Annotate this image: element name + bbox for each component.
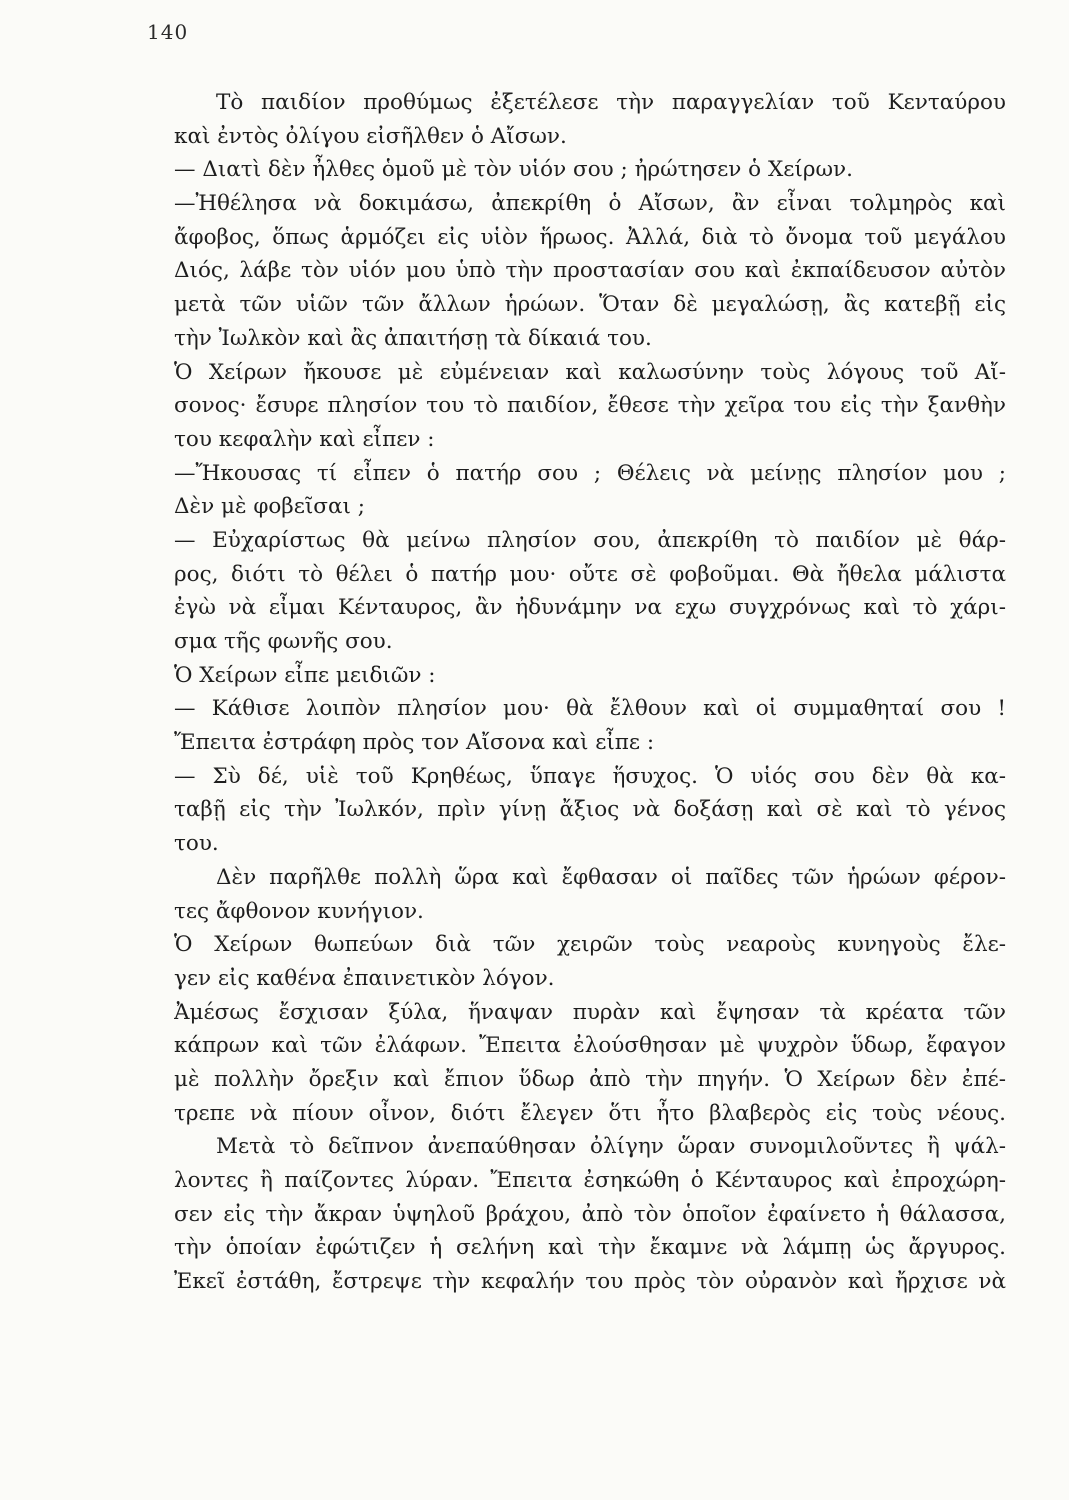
text-line: Τὸ παιδίον προθύμως ἐξετέλεσε τὴν παραγγελίαν τοῦ Κενταύρου xyxy=(216,90,1006,115)
text-line: Ὁ Χείρων θωπεύων διὰ τῶν χειρῶν τοὺς νεαροὺς κυνηγοὺς ἔλε- xyxy=(174,932,1006,958)
text-line: τὴν Ἰωλκὸν καὶ ἂς ἀπαιτήσῃ τὰ δίκαιά του. xyxy=(174,325,652,351)
text-line: τες ἄφθονον κυνήγιον. xyxy=(174,898,424,924)
text-line: ρος, διότι τὸ θέλει ὁ πατήρ μου· οὔτε σὲ φοβοῦμαι. Θὰ ἤθελα μάλιστα xyxy=(174,561,1006,587)
text-line: σμα τῆς φωνῆς σου. xyxy=(174,629,393,654)
text-line: λοντες ἢ παίζοντες λύραν. Ἔπειτα ἐσηκώθη ὁ Κένταυρος καὶ ἐπροχώρη- xyxy=(174,1168,1006,1193)
text-line: — Κάθισε λοιπὸν πλησίον μου· θὰ ἔλθουν καὶ οἱ συμμαθηταί σου ! xyxy=(174,696,1006,722)
text-line: Δὲν μὲ φοβεῖσαι ; xyxy=(174,494,366,520)
text-line: Μετὰ τὸ δεῖπνον ἀνεπαύθησαν ὀλίγην ὥραν συνομιλοῦντες ἢ ψάλ- xyxy=(216,1134,1006,1160)
text-line: σονος· ἔσυρε πλησίον του τὸ παιδίον, ἔθεσε τὴν χεῖρα του εἰς τὴν ξανθὴν xyxy=(174,393,1006,419)
text-line: ἐγὼ νὰ εἶμαι Κένταυρος, ἂν ἠδυνάμην να εχω συγχρόνως καὶ τὸ χάρι- xyxy=(174,595,1006,621)
text-line: ταβῇ εἰς τὴν Ἰωλκόν, πρὶν γίνῃ ἄξιος νὰ δοξάσῃ καὶ σὲ καὶ τὸ γένος xyxy=(174,797,1006,823)
text-line: Ὁ Χείρων ἤκουσε μὲ εὐμένειαν καὶ καλωσύνην τοὺς λόγους τοῦ Αἴ- xyxy=(174,359,1006,385)
text-line: σεν εἰς τὴν ἄκραν ὑψηλοῦ βράχου, ἀπὸ τὸν ὁποῖον ἐφαίνετο ἡ θάλασσα, xyxy=(174,1201,1006,1227)
text-line: Δὲν παρῆλθε πολλὴ ὥρα καὶ ἔφθασαν οἱ παῖδες τῶν ἡρώων φέρον- xyxy=(216,864,1006,890)
text-line: του κεφαλὴν καὶ εἶπεν : xyxy=(174,426,435,452)
text-line: —Ἠθέλησα νὰ δοκιμάσω, ἀπεκρίθη ὁ Αἴσων, ἂν εἶναι τολμηρὸς καὶ xyxy=(174,191,1006,217)
text-line: τρεπε νὰ πίουν οἶνον, διότι ἔλεγεν ὅτι ἦτο βλαβερὸς εἰς τοὺς νέους. xyxy=(174,1100,1006,1126)
text-line: κάπρων καὶ τῶν ἐλάφων. Ἔπειτα ἐλούσθησαν μὲ ψυχρὸν ὕδωρ, ἔφαγον xyxy=(174,1033,1006,1059)
text-line: Ἔπειτα ἐστράφη πρὸς τον Αἴσονα καὶ εἶπε : xyxy=(174,730,655,756)
text-line: —Ἤκουσας τί εἶπεν ὁ πατήρ σου ; Θέλεις νὰ μείνῃς πλησίον μου ; xyxy=(174,460,1006,486)
text-line: μετὰ τῶν υἱῶν τῶν ἄλλων ἡρώων. Ὅταν δὲ μεγαλώσῃ, ἂς κατεβῇ εἰς xyxy=(174,292,1006,318)
text-line: Ἐκεῖ ἐστάθη, ἔστρεψε τὴν κεφαλήν του πρὸς τὸν οὐρανὸν καὶ ἤρχισε νὰ xyxy=(174,1269,1006,1295)
text-line: Ἀμέσως ἔσχισαν ξύλα, ἥναψαν πυρὰν καὶ ἔψησαν τὰ κρέατα τῶν xyxy=(174,999,1006,1025)
text-line: — Εὐχαρίστως θὰ μείνω πλησίον σου, ἀπεκρίθη τὸ παιδίον μὲ θάρ- xyxy=(174,527,1006,553)
text-line: Ὁ Χείρων εἶπε μειδιῶν : xyxy=(174,662,436,688)
text-line: — Διατὶ δὲν ἦλθες ὁμοῦ μὲ τὸν υἱόν σου ; ἠρώτησεν ὁ Χείρων. xyxy=(174,157,853,183)
text-line: τὴν ὁποίαν ἐφώτιζεν ἡ σελήνη καὶ τὴν ἔκαμνε νὰ λάμπῃ ὡς ἄργυρος. xyxy=(174,1235,1006,1261)
text-line: — Σὺ δέ, υἱὲ τοῦ Κρηθέως, ὕπαγε ἥσυχος. Ὁ υἱός σου δὲν θὰ κα- xyxy=(174,763,1006,789)
text-line: Διός, λάβε τὸν υἱόν μου ὑπὸ τὴν προστασίαν σου καὶ ἐκπαίδευσον αὐτὸν xyxy=(174,258,1006,284)
page-number: 140 xyxy=(147,20,189,44)
body-text xyxy=(174,86,1006,1299)
text-line: καὶ ἐντὸς ὀλίγου εἰσῆλθεν ὁ Αἴσων. xyxy=(174,123,567,149)
text-line: του. xyxy=(174,831,219,857)
text-line: γεν εἰς καθένα ἐπαινετικὸν λόγον. xyxy=(174,965,555,991)
text-line: μὲ πολλὴν ὄρεξιν καὶ ἔπιον ὕδωρ ἀπὸ τὴν πηγήν. Ὁ Χείρων δὲν ἐπέ- xyxy=(174,1066,1006,1092)
text-line: ἄφοβος, ὅπως ἁρμόζει εἰς υἱὸν ἥρωος. Ἀλλά, διὰ τὸ ὄνομα τοῦ μεγάλου xyxy=(174,224,1006,250)
